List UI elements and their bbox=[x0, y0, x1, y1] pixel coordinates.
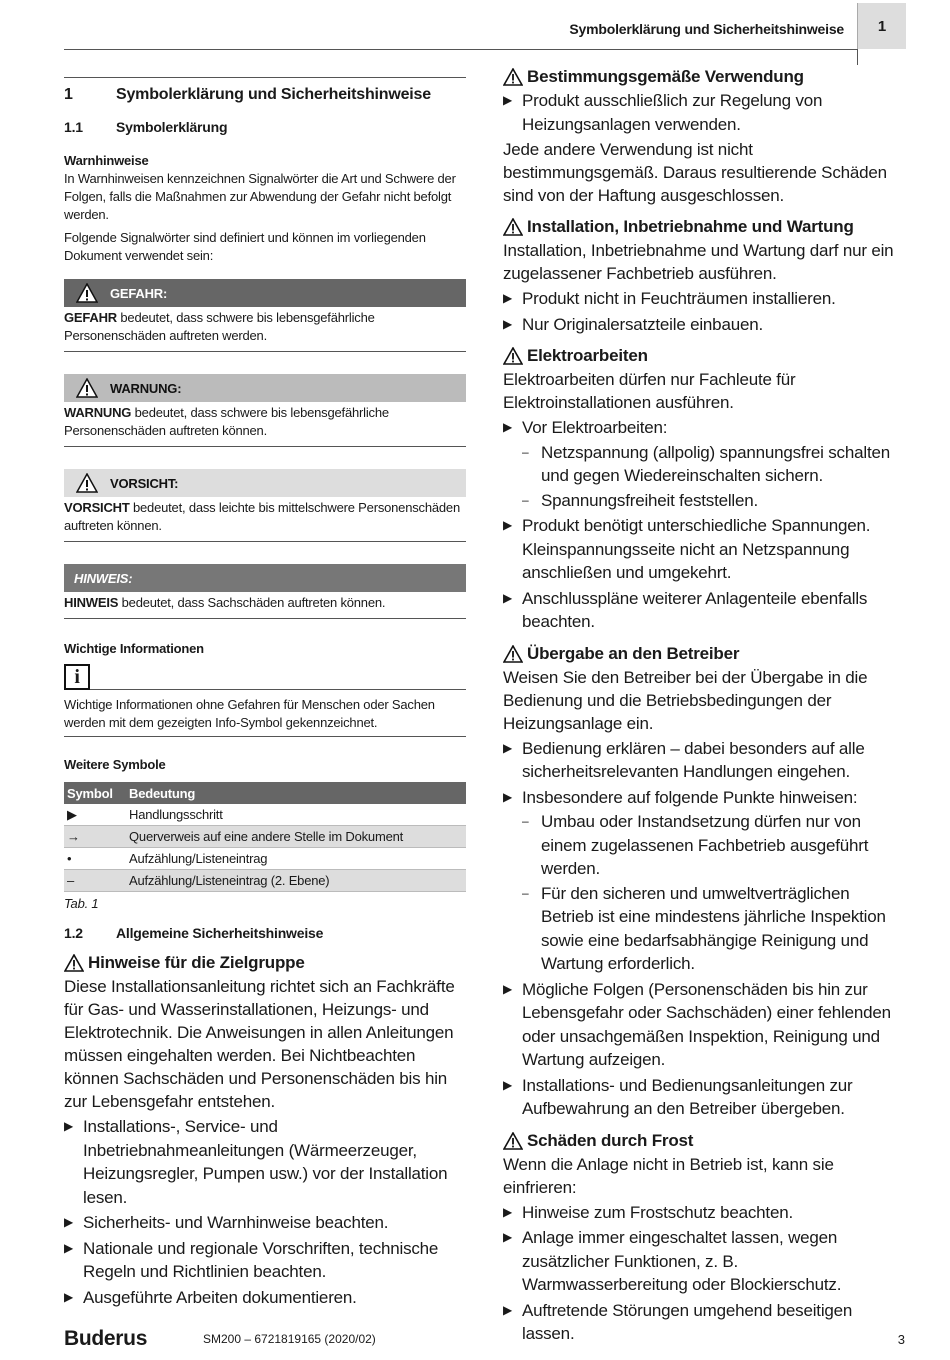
header-tick bbox=[857, 49, 858, 65]
header-rule bbox=[64, 49, 857, 50]
section-rule bbox=[64, 77, 466, 78]
warning-triangle-icon bbox=[64, 473, 110, 493]
zielgruppe-heading bbox=[64, 953, 466, 973]
gefahr-box bbox=[64, 279, 466, 352]
vorsicht-label: VORSICHT: bbox=[110, 475, 179, 491]
install-list bbox=[503, 287, 905, 336]
warnhinweise-heading: Warnhinweise bbox=[64, 153, 149, 168]
list-item: ▶ Sicherheits- und Warnhinweise beachten. bbox=[64, 1211, 466, 1235]
list-item: ▶ Produkt ausschließlich zur Regelung von Heizungsanlagen verwenden. bbox=[503, 89, 905, 136]
list-item: ▶ Nationale und regionale Vorschriften, technische Regeln und Richtlinien beachten. bbox=[64, 1237, 466, 1284]
table-cell-meaning: Aufzählung/Listeneintrag (2. Ebene) bbox=[126, 870, 466, 892]
uebergabe-list bbox=[503, 737, 905, 1121]
gefahr-word: GEFAHR bbox=[64, 310, 117, 325]
elektro-text: Elektroarbeiten dürfen nur Fachleute für Elektroinstallationen ausführen. bbox=[503, 370, 796, 412]
warnung-word: WARNUNG bbox=[64, 405, 132, 420]
info-text: Wichtige Informationen ohne Gefahren für Menschen oder Sachen werden mit dem gezeigten Info-Symbol gekennzeichnet. bbox=[64, 696, 466, 737]
vorsicht-box bbox=[64, 469, 466, 542]
table-row bbox=[64, 804, 466, 826]
zielgruppe-title: Hinweise für die Zielgruppe bbox=[88, 953, 305, 972]
signalwoerter-text: Folgende Signalwörter sind definiert und können im vorliegenden Dokument verwendet sein: bbox=[64, 230, 426, 263]
sublist-item: – Umbau oder Instandsetzung dürfen nur von einem zugelassenen Fachbetrieb ausgeführt werden. bbox=[522, 810, 905, 881]
symbol-table bbox=[64, 782, 466, 892]
warning-triangle-icon bbox=[503, 347, 523, 365]
warning-triangle-icon bbox=[503, 218, 523, 236]
list-item: ▶ Vor Elektroarbeiten: – Netzspannung (allpolig) spannungsfrei schalten und gegen Wiedereinschalten sichern. – Spannungsfreiheit feststellen. bbox=[503, 416, 905, 512]
table-cell-meaning: Aufzählung/Listeneintrag bbox=[126, 848, 466, 870]
vorsicht-bar bbox=[64, 469, 466, 497]
sublist-item: – Netzspannung (allpolig) spannungsfrei schalten und gegen Wiedereinschalten sichern. bbox=[522, 441, 905, 488]
bestimmung-text: Jede andere Verwendung ist nicht bestimmungsgemäß. Daraus resultierende Schäden sind von der Haftung ausgeschlossen. bbox=[503, 140, 887, 205]
warning-triangle-icon bbox=[64, 378, 110, 398]
weitere-symbole-heading: Weitere Symbole bbox=[64, 757, 166, 772]
section-heading-1-1 bbox=[64, 119, 466, 135]
hinweis-text: bedeutet, dass Sachschäden auftreten können. bbox=[118, 595, 386, 610]
chapter-number: 1 bbox=[64, 86, 73, 103]
chapter-tab: 1 bbox=[857, 3, 906, 49]
frost-title: Schäden durch Frost bbox=[527, 1130, 694, 1150]
list-item: ▶ Ausgeführte Arbeiten dokumentieren. bbox=[64, 1286, 466, 1310]
warning-triangle-icon bbox=[64, 283, 110, 303]
section-title: Symbolerklärung bbox=[116, 119, 228, 135]
warnung-bar bbox=[64, 374, 466, 402]
uebergabe-sublist bbox=[522, 810, 905, 976]
list-item: ▶ Installations- und Bedienungsanleitungen zur Aufbewahrung an den Betreiber übergeben. bbox=[503, 1074, 905, 1121]
frost-heading bbox=[503, 1131, 905, 1151]
warnung-box bbox=[64, 374, 466, 447]
gefahr-label: GEFAHR: bbox=[110, 285, 168, 301]
table-row bbox=[64, 848, 466, 870]
uebergabe-heading bbox=[503, 644, 905, 664]
info-heading: Wichtige Informationen bbox=[64, 641, 204, 656]
gefahr-text: bedeutet, dass schwere bis lebensgefährliche Personenschäden auftreten werden. bbox=[64, 310, 375, 343]
list-item: ▶ Hinweise zum Frostschutz beachten. bbox=[503, 1201, 905, 1225]
list-item: ▶ Bedienung erklären – dabei besonders auf alle sicherheitsrelevanten Handlungen eingehen. bbox=[503, 737, 905, 784]
table-row bbox=[64, 870, 466, 892]
table-cell-symbol: – bbox=[64, 870, 126, 892]
install-heading bbox=[503, 217, 905, 237]
zielgruppe-text: Diese Installationsanleitung richtet sich an Fachkräfte für Gas- und Wasserinstallationen, Heizungs- und Elektrotechnik. Die Anweisungen in allen Anleitungen müssen eingehalten werden. Bei Nichtbeachten können Sachschäden und Personenschäden bis hin zur Lebensgefahr entstehen. bbox=[64, 977, 455, 1111]
list-item: ▶ Anschlusspläne weiterer Anlagenteile ebenfalls beachten. bbox=[503, 587, 905, 634]
list-item: ▶ Insbesondere auf folgende Punkte hinweisen: – Umbau oder Instandsetzung dürfen nur von einem zugelassenen Fachbetrieb ausgeführt werden. – Für den sicheren und umweltverträglichen Betrieb ist eine mindestens jährliche Inspektion sowie eine bedarfsabhängige Reinigung und Wartung erforderlich. bbox=[503, 786, 905, 976]
elektro-sublist bbox=[522, 441, 905, 513]
info-symbol-row bbox=[64, 664, 466, 690]
table-cell-meaning: Querverweis auf eine andere Stelle im Dokument bbox=[126, 826, 466, 848]
vorsicht-text: bedeutet, dass leichte bis mittelschwere Personenschäden auftreten können. bbox=[64, 500, 460, 533]
table-row bbox=[64, 826, 466, 848]
frost-list bbox=[503, 1201, 905, 1346]
left-column bbox=[64, 77, 466, 1311]
warning-triangle-icon bbox=[503, 645, 523, 663]
bestimmung-heading bbox=[503, 67, 905, 87]
elektro-list bbox=[503, 416, 905, 634]
install-title: Installation, Inbetriebnahme und Wartung bbox=[527, 217, 854, 236]
list-item: ▶ Nur Originalersatzteile einbauen. bbox=[503, 313, 905, 337]
sublist-item: – Spannungsfreiheit feststellen. bbox=[522, 489, 905, 513]
section-heading-1-2 bbox=[64, 925, 466, 941]
hinweis-word: HINWEIS bbox=[64, 595, 119, 610]
warnung-text: bedeutet, dass schwere bis lebensgefährliche Personenschäden auftreten können. bbox=[64, 405, 389, 438]
warning-triangle-icon bbox=[503, 68, 523, 86]
table-caption: Tab. 1 bbox=[64, 896, 99, 911]
elektro-title: Elektroarbeiten bbox=[527, 346, 648, 365]
sublist-item: – Für den sicheren und umweltverträglichen Betrieb ist eine mindestens jährliche Inspektion sowie eine bedarfsabhängige Reinigung und Wartung erforderlich. bbox=[522, 882, 905, 976]
uebergabe-text: Weisen Sie den Betreiber bei der Übergabe in die Bedienung und die Betriebsbedingungen der Heizungsanlage ein. bbox=[503, 667, 868, 733]
gefahr-bar bbox=[64, 279, 466, 307]
table-header-bedeutung: Bedeutung bbox=[126, 782, 466, 804]
frost-text: Wenn die Anlage nicht in Betrieb ist, kann sie einfrieren: bbox=[503, 1154, 834, 1197]
table-header-symbol: Symbol bbox=[64, 782, 126, 804]
zielgruppe-list bbox=[64, 1115, 466, 1309]
list-item: ▶ Mögliche Folgen (Personenschäden bis hin zur Lebensgefahr oder Sachschäden) einer fehlenden oder unsachgemäßen Inspektion, Reinigung und Wartung aufzeigen. bbox=[503, 978, 905, 1072]
document-reference: SM200 – 6721819165 (2020/02) bbox=[203, 1332, 376, 1346]
buderus-logo: Buderus bbox=[64, 1327, 148, 1350]
warnung-label: WARNUNG: bbox=[110, 380, 182, 396]
table-cell-symbol: ▶ bbox=[64, 804, 126, 826]
uebergabe-title: Übergabe an den Betreiber bbox=[527, 643, 740, 663]
info-icon: i bbox=[64, 664, 90, 690]
bestimmung-title: Bestimmungsgemäße Verwendung bbox=[527, 67, 804, 86]
running-header-title: Symbolerklärung und Sicherheitshinweise bbox=[569, 21, 844, 37]
warning-triangle-icon bbox=[64, 954, 84, 972]
install-text: Installation, Inbetriebnahme und Wartung darf nur ein zugelassener Fachbetrieb ausführen. bbox=[503, 241, 894, 283]
list-item: ▶ Produkt nicht in Feuchträumen installieren. bbox=[503, 287, 905, 311]
chapter-heading bbox=[64, 86, 466, 104]
hinweis-bar: HINWEIS: bbox=[64, 564, 466, 592]
list-item: ▶ Installations-, Service- und Inbetriebnahmeanleitungen (Wärmeerzeuger, Heizungsregler, Pumpen usw.) vor der Installation lesen. bbox=[64, 1115, 466, 1209]
warning-triangle-icon bbox=[503, 1132, 523, 1150]
list-item: ▶ Anlage immer eingeschaltet lassen, wegen zusätzlicher Funktionen, z. B. Warmwasserbereitung oder Blockierschutz. bbox=[503, 1226, 905, 1297]
right-column bbox=[503, 67, 905, 1348]
list-item: ▶ Produkt benötigt unterschiedliche Spannungen. Kleinspannungsseite nicht an Netzspannung anschließen und umgekehrt. bbox=[503, 514, 905, 585]
section-number: 1.2 bbox=[64, 925, 83, 941]
hinweis-box bbox=[64, 564, 466, 619]
chapter-title: Symbolerklärung und Sicherheitshinweise bbox=[116, 86, 431, 103]
page-number: 3 bbox=[897, 1332, 905, 1347]
bestimmung-list bbox=[503, 89, 905, 136]
section-title: Allgemeine Sicherheitshinweise bbox=[116, 925, 324, 941]
elektro-heading bbox=[503, 346, 905, 366]
table-cell-meaning: Handlungsschritt bbox=[126, 804, 466, 826]
vorsicht-word: VORSICHT bbox=[64, 500, 130, 515]
section-number: 1.1 bbox=[64, 119, 83, 135]
warnhinweise-text: In Warnhinweisen kennzeichnen Signalwörter die Art und Schwere der Folgen, falls die Maßnahmen zur Abwendung der Gefahr nicht befolgt werden. bbox=[64, 171, 456, 222]
list-item: ▶ Auftretende Störungen umgehend beseitigen lassen. bbox=[503, 1299, 905, 1346]
table-cell-symbol: • bbox=[64, 848, 126, 870]
table-cell-symbol: → bbox=[64, 826, 126, 848]
